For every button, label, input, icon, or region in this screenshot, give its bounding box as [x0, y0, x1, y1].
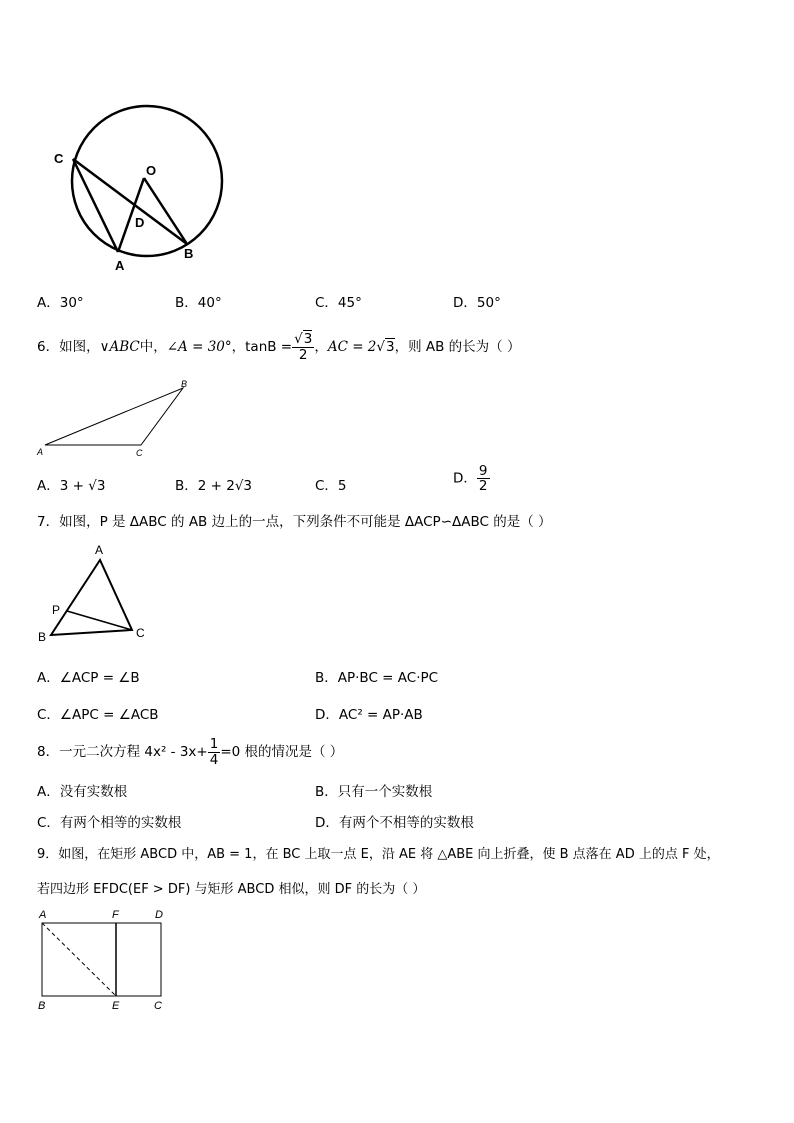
q5-label-b: B: [184, 246, 194, 261]
q7-label-p: P: [52, 603, 61, 617]
q6-option-d[interactable]: [453, 464, 490, 493]
q7-segment-pc: [67, 611, 132, 630]
q9-label-e: E: [112, 1000, 120, 1012]
q9-label-b: B: [38, 1000, 46, 1012]
q6-sqrt3: 3: [303, 331, 313, 348]
q6-ac: AC = 2: [327, 339, 377, 355]
q6-tanb-fraction: $\frac{√3}{2}$: [294, 331, 313, 363]
q6-number: 6．如图，: [37, 339, 100, 355]
q6-label-b: B: [181, 379, 188, 389]
q5-label-c: C: [54, 151, 64, 166]
q8-stem-post: =0 根的情况是（ ）: [220, 744, 344, 760]
q9-label-c: C: [154, 1000, 162, 1012]
q7-label-a: A: [95, 543, 104, 557]
q6-label-c: C: [136, 448, 143, 458]
q8-stem: [37, 735, 343, 769]
q5-option-b[interactable]: B．40°: [175, 295, 222, 311]
q5-option-a[interactable]: A．30°: [37, 295, 84, 311]
q6-option-c[interactable]: C．5: [315, 478, 347, 494]
q5-circle-figure: [40, 95, 240, 275]
q6-option-d-den: 2: [478, 478, 488, 495]
q7-triangle-abc: [51, 560, 132, 635]
q9-fold-line-ae: [42, 923, 116, 996]
q7-stem: 7．如图，P 是 ΔABC 的 AB 边上的一点，下列条件不可能是 ΔACP∽ΔABC 的是（ ）: [37, 514, 552, 530]
q9-stem-line1: 9．如图，在矩形 ABCD 中，AB = 1，在 BC 上取一点 E，沿 AE 将 △ABE 向上折叠，使 B 点落在 AD 上的点 F 处，: [37, 847, 720, 862]
q8-option-a[interactable]: A．没有实数根: [37, 784, 128, 800]
q6-triangle-figure: [35, 378, 205, 460]
q7-label-b: B: [38, 630, 47, 644]
q8-frac-num: 1: [209, 736, 219, 753]
q6-option-d-fraction: [477, 464, 490, 493]
q8-stem-pre: 8．一元二次方程 4x² - 3x+: [37, 744, 208, 760]
q8-option-d[interactable]: D．有两个不相等的实数根: [315, 815, 474, 831]
q5-option-d[interactable]: D．50°: [453, 295, 501, 311]
q9-label-f: F: [112, 909, 119, 921]
q6-tanb: tanB =: [245, 339, 293, 355]
q6-triangle: ∨ABC: [99, 339, 140, 355]
q8-frac-den: 4: [209, 751, 219, 768]
q6-ac-sqrt3: 3: [386, 339, 395, 355]
q7-label-c: C: [136, 626, 145, 640]
q9-rectangle-abcd: [42, 923, 161, 996]
q9-stem-line2: 若四边形 EFDC(EF > DF) 与矩形 ABCD 相似，则 DF 的长为（ ）: [37, 882, 426, 897]
q7-option-c[interactable]: C．∠APC = ∠ACB: [37, 707, 159, 723]
q7-option-b[interactable]: B．AP·BC = AC·PC: [315, 670, 439, 686]
q5-label-d: D: [135, 215, 145, 230]
q8-fraction: [208, 737, 221, 766]
q9-label-a: A: [39, 909, 47, 921]
q7-option-d[interactable]: D．AC² = AP·AB: [315, 707, 423, 723]
q6-label-a: A: [37, 447, 44, 457]
q6-tail: ，则 AB 的长为（ ）: [394, 339, 521, 355]
q6-option-b[interactable]: B．2 + 2√3: [175, 478, 253, 494]
q5-segment-ca: [73, 159, 118, 252]
q6-angle-a: ∠A = 30°: [166, 339, 232, 355]
q7-option-a[interactable]: A．∠ACP = ∠B: [37, 670, 140, 686]
q6-option-d-prefix: D．: [453, 470, 477, 487]
q8-option-b[interactable]: B．只有一个实数根: [315, 784, 433, 800]
q5-label-a: A: [115, 258, 125, 273]
q7-triangle-figure: [35, 540, 165, 646]
q6-option-a[interactable]: A．3 + √3: [37, 478, 106, 494]
q6-stem: 6．如图，∨ABC中，∠A = 30°，tanB = $\frac{√3}{2}$ ，AC = 2√3，则 AB 的长为（ ）: [37, 331, 521, 363]
q5-option-c[interactable]: C．45°: [315, 295, 362, 311]
q6-zhong: 中，: [139, 339, 167, 355]
q5-segment-ob: [144, 178, 187, 244]
q9-rectangle-figure: [35, 905, 175, 1015]
q6-option-d-num: 9: [478, 463, 488, 479]
q8-option-c[interactable]: C．有两个相等的实数根: [37, 815, 182, 831]
q6-two: 2: [298, 346, 308, 363]
q9-label-d: D: [155, 909, 163, 921]
q5-label-o: O: [146, 163, 157, 178]
q6-triangle-abc: [45, 388, 183, 445]
